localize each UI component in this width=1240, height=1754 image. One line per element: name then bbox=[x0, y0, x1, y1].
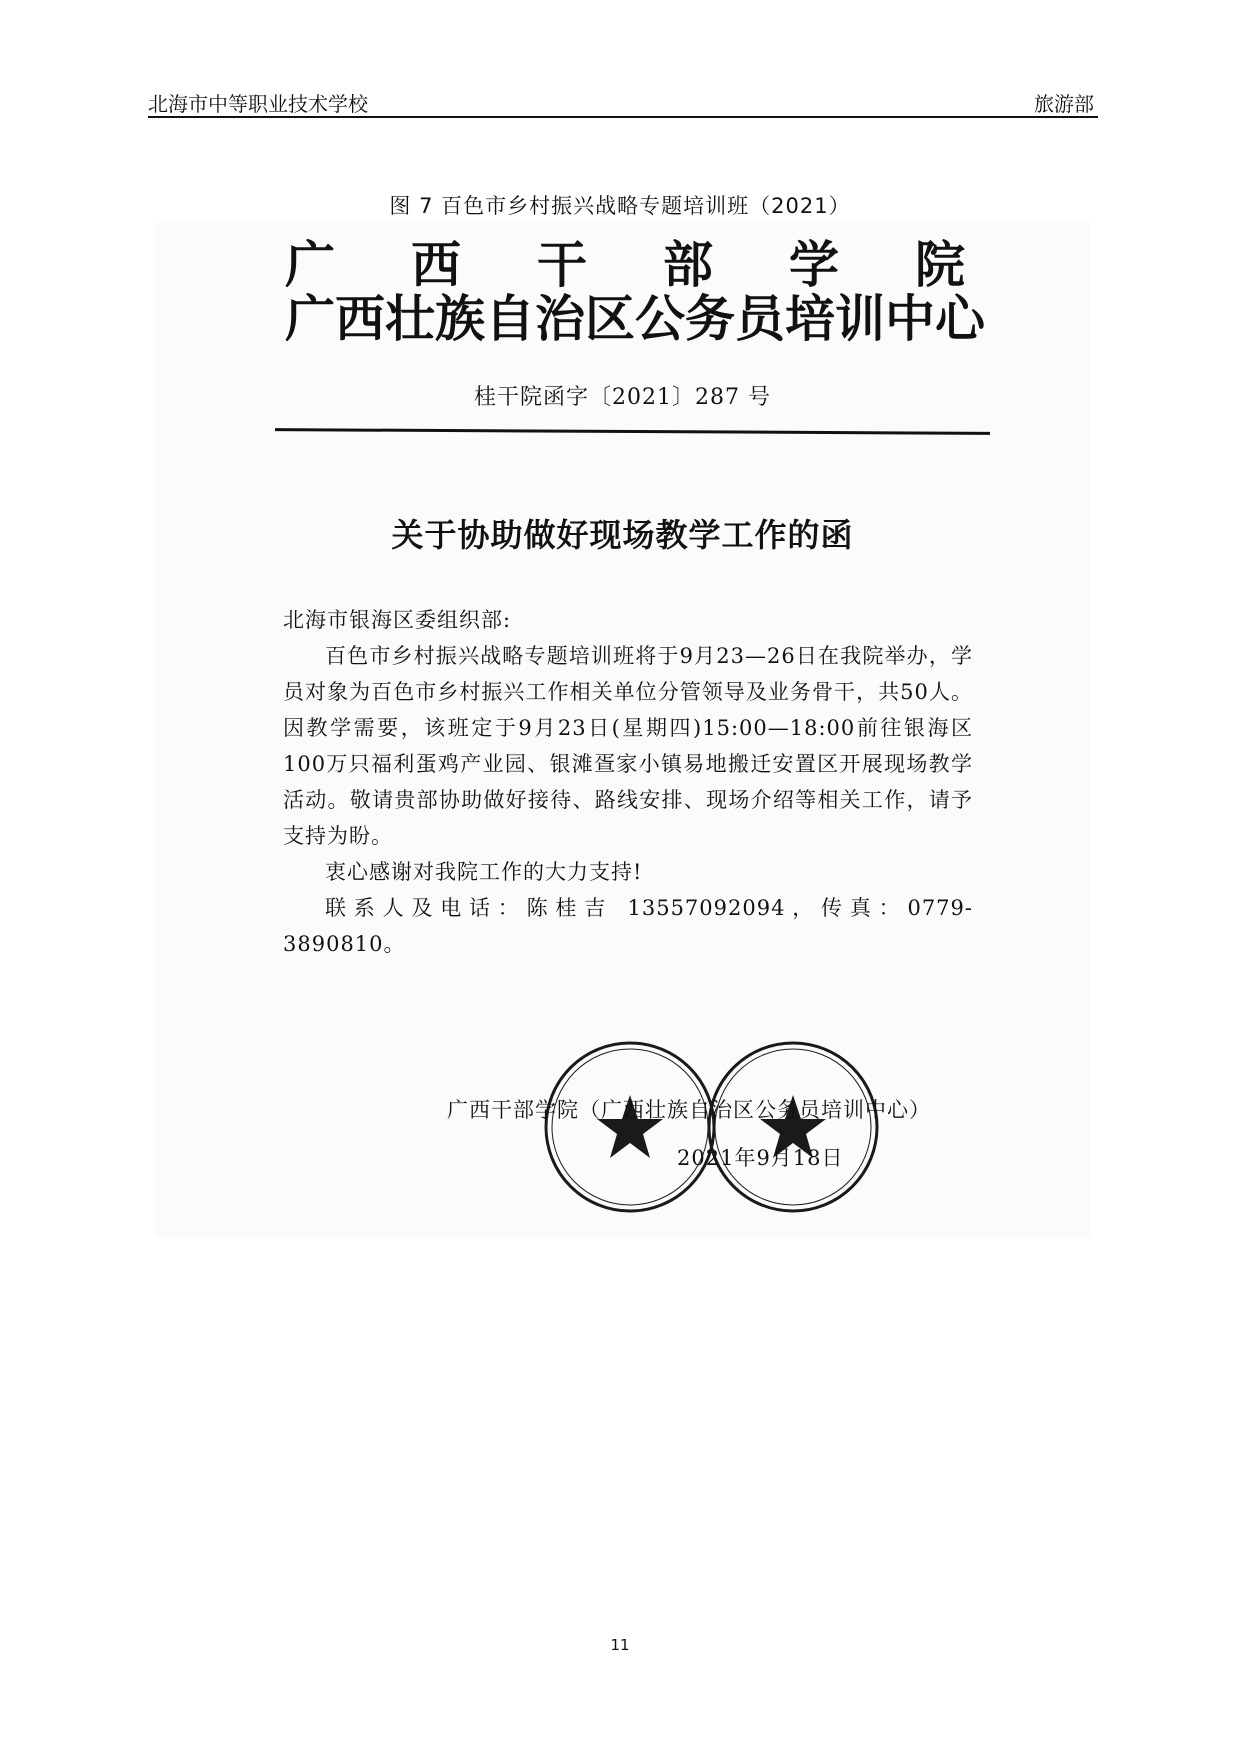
letterhead-char: 广 bbox=[285, 236, 335, 294]
official-seal-1 bbox=[540, 1037, 720, 1217]
letterhead-char: 心 bbox=[935, 290, 985, 348]
letterhead-char: 干 bbox=[537, 236, 587, 294]
letter-salutation: 北海市银海区委组织部: bbox=[283, 608, 512, 632]
letterhead-char: 中 bbox=[885, 290, 935, 348]
letterhead-char: 西 bbox=[335, 290, 385, 348]
page-number: 11 bbox=[610, 1636, 630, 1654]
letterhead-char: 部 bbox=[663, 236, 713, 294]
letterhead-char: 学 bbox=[789, 236, 839, 294]
letter-paragraph: 百色市乡村振兴战略专题培训班将于9月23—26日在我院举办，学员对象为百色市乡村振兴工作相关单位分管领导及业务骨干，共50人。因教学需要，该班定于9月23日(星期四)15:00—18:00前往银海区100万只福利蛋鸡产业园、银滩疍家小镇易地搬迁安置区开展现场教学活动。敬请贵部协助做好接待、路线安排、现场介绍等相关工作，请予支持为盼。 bbox=[283, 644, 973, 848]
letterhead-char: 培 bbox=[785, 290, 835, 348]
scanned-letter bbox=[155, 222, 1090, 1237]
letterhead-line-1 bbox=[285, 236, 965, 294]
header-school-name: 北海市中等职业技术学校 bbox=[148, 92, 368, 116]
letter-paragraph: 衷心感谢对我院工作的大力支持! bbox=[325, 860, 643, 884]
letterhead-char: 训 bbox=[835, 290, 885, 348]
figure-caption: 图 7 百色市乡村振兴战略专题培训班（2021） bbox=[389, 194, 851, 218]
letterhead-char: 自 bbox=[485, 290, 535, 348]
letterhead-char: 族 bbox=[435, 290, 485, 348]
letterhead-line-2 bbox=[285, 290, 985, 348]
document-reference-number: 桂干院函字〔2021〕287 号 bbox=[474, 385, 771, 410]
letterhead-char: 院 bbox=[915, 236, 965, 294]
letterhead-char: 区 bbox=[585, 290, 635, 348]
letterhead-char: 西 bbox=[411, 236, 461, 294]
page-header bbox=[148, 84, 1098, 118]
letterhead-char: 广 bbox=[285, 290, 335, 348]
letter-paragraph: 联系人及电话：陈桂吉 13557092094，传真：0779-3890810。 bbox=[283, 896, 973, 956]
letterhead-divider bbox=[275, 428, 990, 435]
letterhead-char: 公 bbox=[635, 290, 685, 348]
letterhead-char: 治 bbox=[535, 290, 585, 348]
letterhead-char: 员 bbox=[735, 290, 785, 348]
letter-signature: 广西干部学院（广西壮族自治区公务员培训中心） bbox=[447, 1098, 931, 1122]
letterhead-char: 务 bbox=[685, 290, 735, 348]
letter-title: 关于协助做好现场教学工作的函 bbox=[391, 516, 854, 554]
letter-body bbox=[283, 602, 973, 962]
letterhead-char: 壮 bbox=[385, 290, 435, 348]
letter-date: 2021年9月18日 bbox=[677, 1146, 844, 1170]
official-seal-2 bbox=[703, 1037, 883, 1217]
header-department: 旅游部 bbox=[1034, 92, 1094, 116]
